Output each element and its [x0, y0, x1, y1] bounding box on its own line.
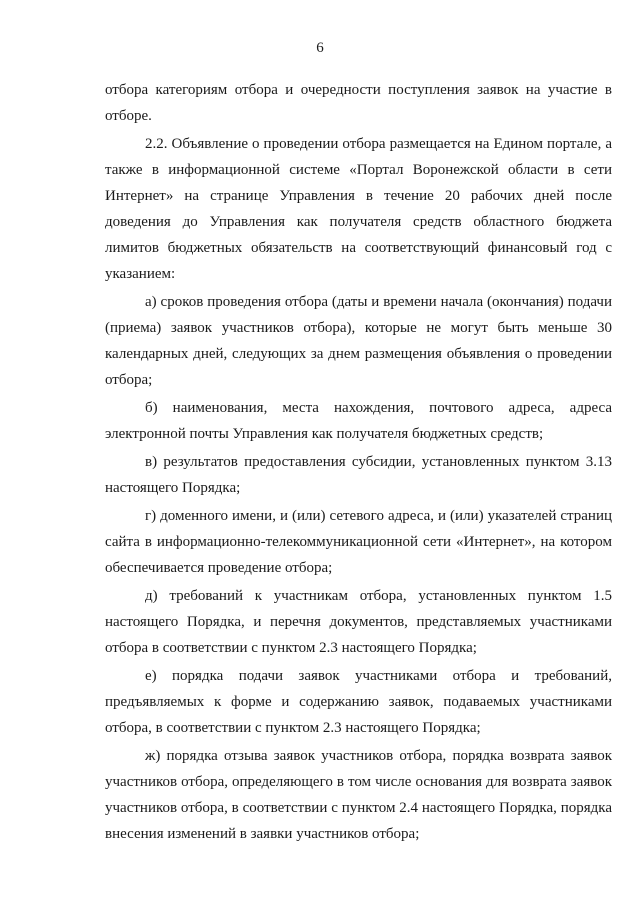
list-item-v: в) результатов предоставления субсидии, установленных пунктом 3.13 настоящего Порядка; [105, 454, 612, 496]
list-item-g: г) доменного имени, и (или) сетевого адреса, и (или) указателей страниц сайта в информационно-телекоммуникационной сети «Интернет», на котором обеспечивается проведение отбора; [105, 508, 612, 576]
list-item-e: е) порядка подачи заявок участниками отбора и требований, предъявляемых к форме и содержанию заявок, подаваемых участниками отбора, в соответствии с пунктом 2.3 настоящего Порядка; [105, 668, 612, 736]
page-number: 6 [316, 40, 324, 56]
list-item-d: д) требований к участникам отбора, установленных пунктом 1.5 настоящего Порядка, и перечня документов, представляемых участниками отбора в соответствии с пунктом 2.3 настоящего Порядка; [105, 588, 612, 656]
list-item-a: а) сроков проведения отбора (даты и времени начала (окончания) подачи (приема) заявок участников отбора), которые не могут быть меньше 30 календарных дней, следующих за днем размещения объявления о проведении отбора; [105, 294, 612, 388]
document-body [105, 77, 612, 849]
paragraph-continuation: отбора категориям отбора и очередности поступления заявок на участие в отборе. [105, 82, 612, 124]
paragraph-2-2: 2.2. Объявление о проведении отбора размещается на Едином портале, а также в информационной системе «Портал Воронежской области в сети Интернет» на странице Управления в течение 20 рабочих дней после доведения до Управления как получателя средств областного бюджета лимитов бюджетных обязательств на соответствующий финансовый год с указанием: [105, 136, 612, 282]
list-item-zh: ж) порядка отзыва заявок участников отбора, порядка возврата заявок участников отбора, определяющего в том числе основания для возврата заявок участников отбора, в соответствии с пунктом 2.4 настоящего Порядка, порядка внесения изменений в заявки участников отбора; [105, 748, 612, 842]
list-item-b: б) наименования, места нахождения, почтового адреса, адреса электронной почты Управления как получателя бюджетных средств; [105, 400, 612, 442]
